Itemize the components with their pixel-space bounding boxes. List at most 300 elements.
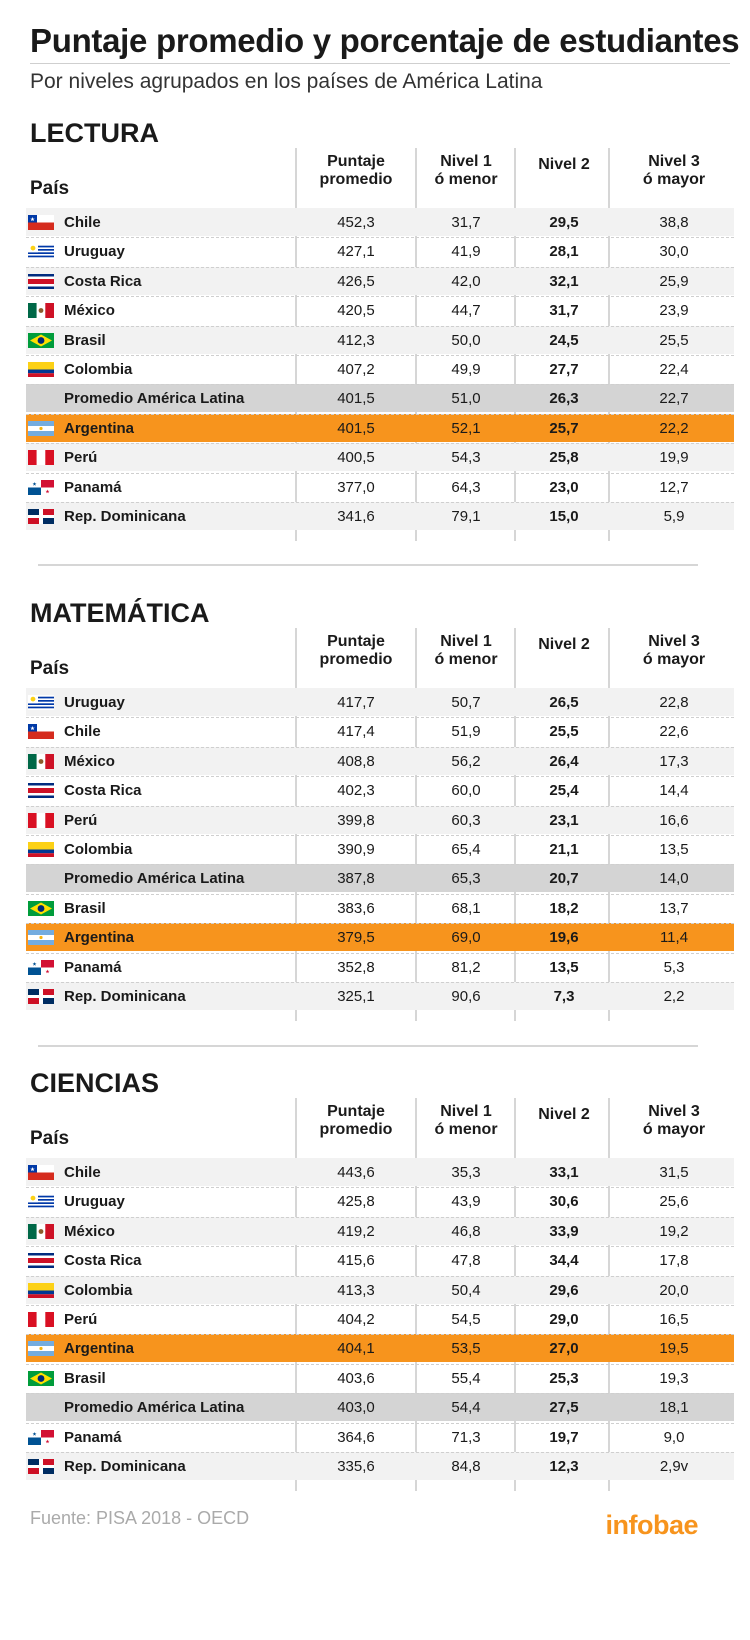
- puntaje-header-line: Puntaje: [327, 633, 385, 650]
- nivel2-header: [518, 156, 610, 174]
- nivel1-value: 50,7: [451, 694, 481, 711]
- country-name: Costa Rica: [64, 782, 142, 799]
- section-divider: [38, 564, 698, 566]
- table-body: [26, 208, 734, 531]
- table-row: [26, 1305, 734, 1333]
- peru-flag-icon: [28, 450, 54, 465]
- nivel1-value: 54,5: [451, 1311, 481, 1328]
- table-row: [26, 1187, 734, 1215]
- puntaje-value: 390,9: [337, 841, 375, 858]
- puntaje-value: 400,5: [337, 449, 375, 466]
- nivel2-value: 33,9: [549, 1223, 579, 1240]
- section-divider: [38, 1045, 698, 1047]
- nivel2-value: 24,5: [549, 332, 579, 349]
- table-body: [26, 1158, 734, 1481]
- puntaje-value: 401,5: [337, 420, 375, 437]
- puntaje-header-line: Puntaje: [327, 153, 385, 170]
- pais-header: País: [30, 658, 70, 679]
- nivel1-header-line: Nivel 1: [440, 1103, 492, 1120]
- mexico-flag-icon: [28, 303, 54, 318]
- country-name: Uruguay: [64, 694, 125, 711]
- nivel1-header-line: ó menor: [434, 171, 498, 188]
- nivel1-value: 41,9: [451, 243, 481, 260]
- table-row: [26, 953, 734, 981]
- argentina-flag-icon: [28, 421, 54, 436]
- nivel2-value: 33,1: [549, 1164, 579, 1181]
- nivel3-value: 14,0: [659, 870, 689, 887]
- brasil-flag-icon: [28, 1371, 54, 1386]
- nivel1-header: [418, 1103, 514, 1139]
- puntaje-value: 402,3: [337, 782, 375, 799]
- uruguay-flag-icon: [28, 695, 54, 710]
- nivel3-header-line: Nivel 3: [648, 633, 700, 650]
- puntaje-value: 335,6: [337, 1458, 375, 1475]
- nivel3-value: 25,6: [659, 1193, 689, 1210]
- table-body: [26, 688, 734, 1011]
- nivel3-value: 19,2: [659, 1223, 689, 1240]
- chile-flag-icon: [28, 724, 54, 739]
- nivel3-value: 13,5: [659, 841, 689, 858]
- puntaje-value: 387,8: [337, 870, 375, 887]
- panama-flag-icon: [28, 960, 54, 975]
- country-name: Rep. Dominicana: [64, 1458, 186, 1475]
- puntaje-value: 420,5: [337, 302, 375, 319]
- nivel1-value: 84,8: [451, 1458, 481, 1475]
- nivel1-value: 69,0: [451, 929, 481, 946]
- nivel2-value: 20,7: [549, 870, 579, 887]
- nivel3-header-line: ó mayor: [642, 171, 706, 188]
- table-row: [26, 326, 734, 354]
- row-separator: [26, 267, 734, 268]
- nivel3-value: 19,5: [659, 1340, 689, 1357]
- nivel1-value: 44,7: [451, 302, 481, 319]
- row-separator: [26, 1187, 734, 1188]
- nivel1-value: 51,0: [451, 390, 481, 407]
- country-name: México: [64, 1223, 115, 1240]
- row-separator: [26, 864, 734, 865]
- pais-header: País: [30, 178, 70, 199]
- row-separator: [26, 1334, 734, 1335]
- nivel2-value: 26,3: [549, 390, 579, 407]
- nivel1-value: 50,0: [451, 332, 481, 349]
- nivel2-value: 13,5: [549, 959, 579, 976]
- nivel3-header: [614, 633, 734, 669]
- nivel2-value: 26,5: [549, 694, 579, 711]
- puntaje-header: [298, 633, 414, 669]
- row-separator: [26, 747, 734, 748]
- nivel2-value: 21,1: [549, 841, 579, 858]
- nivel3-value: 11,4: [659, 929, 689, 946]
- nivel2-value: 19,7: [549, 1429, 579, 1446]
- nivel2-value: 25,8: [549, 449, 579, 466]
- section-title: MATEMÁTICA: [30, 598, 210, 628]
- panama-flag-icon: [28, 480, 54, 495]
- table-row: [26, 1276, 734, 1304]
- puntaje-value: 403,6: [337, 1370, 375, 1387]
- row-separator: [26, 1217, 734, 1218]
- nivel1-value: 54,4: [451, 1399, 481, 1416]
- puntaje-value: 379,5: [337, 929, 375, 946]
- nivel3-value: 22,2: [659, 420, 689, 437]
- nivel2-value: 29,5: [549, 214, 579, 231]
- nivel2-value: 30,6: [549, 1193, 579, 1210]
- nivel2-value: 25,4: [549, 782, 579, 799]
- country-name: Brasil: [64, 332, 106, 349]
- section-lectura: [0, 118, 750, 538]
- row-separator: [26, 894, 734, 895]
- nivel3-header-line: ó mayor: [642, 1121, 706, 1138]
- nivel1-header-line: ó menor: [434, 651, 498, 668]
- table-row: [26, 835, 734, 863]
- table-row: [26, 806, 734, 834]
- table-row: [26, 1393, 734, 1421]
- nivel2-value: 7,3: [553, 988, 575, 1005]
- nivel1-value: 50,4: [451, 1282, 481, 1299]
- dominicana-flag-icon: [28, 509, 54, 524]
- table-row: [26, 717, 734, 745]
- country-name: México: [64, 753, 115, 770]
- row-separator: [26, 237, 734, 238]
- country-name: Promedio América Latina: [64, 390, 245, 407]
- nivel3-value: 5,9: [663, 508, 685, 525]
- puntaje-value: 427,1: [337, 243, 375, 260]
- table-row: [26, 502, 734, 530]
- puntaje-value: 364,6: [337, 1429, 375, 1446]
- nivel2-value: 12,3: [549, 1458, 579, 1475]
- puntaje-value: 325,1: [337, 988, 375, 1005]
- puntaje-value: 399,8: [337, 812, 375, 829]
- table-row: [26, 1423, 734, 1451]
- country-name: México: [64, 302, 115, 319]
- nivel1-value: 47,8: [451, 1252, 481, 1269]
- puntaje-value: 404,1: [337, 1340, 375, 1357]
- table-row: [26, 443, 734, 471]
- table-row: [26, 1217, 734, 1245]
- nivel2-header-line: Nivel 2: [538, 156, 590, 173]
- puntaje-value: 443,6: [337, 1164, 375, 1181]
- nivel1-value: 53,5: [451, 1340, 481, 1357]
- nivel3-value: 9,0: [663, 1429, 685, 1446]
- nivel3-value: 2,2: [663, 988, 685, 1005]
- nivel2-value: 27,5: [549, 1399, 579, 1416]
- title-rule: [30, 63, 730, 64]
- nivel3-value: 22,7: [659, 390, 689, 407]
- nivel2-value: 28,1: [549, 243, 579, 260]
- puntaje-value: 419,2: [337, 1223, 375, 1240]
- row-separator: [26, 835, 734, 836]
- puntaje-value: 413,3: [337, 1282, 375, 1299]
- nivel3-header-line: Nivel 3: [648, 153, 700, 170]
- argentina-flag-icon: [28, 930, 54, 945]
- nivel3-value: 31,5: [659, 1164, 689, 1181]
- nivel2-value: 23,1: [549, 812, 579, 829]
- nivel3-value: 23,9: [659, 302, 689, 319]
- nivel3-header: [614, 153, 734, 189]
- puntaje-value: 377,0: [337, 479, 375, 496]
- table-row: [26, 473, 734, 501]
- table-row: [26, 1364, 734, 1392]
- table-row: [26, 776, 734, 804]
- nivel1-value: 49,9: [451, 361, 481, 378]
- row-separator: [26, 1276, 734, 1277]
- nivel1-value: 42,0: [451, 273, 481, 290]
- nivel2-header-line: Nivel 2: [538, 636, 590, 653]
- nivel1-value: 71,3: [451, 1429, 481, 1446]
- puntaje-value: 383,6: [337, 900, 375, 917]
- pais-header: País: [30, 1128, 70, 1149]
- nivel1-header-line: Nivel 1: [440, 153, 492, 170]
- nivel3-value: 13,7: [659, 900, 689, 917]
- peru-flag-icon: [28, 813, 54, 828]
- table-row: [26, 747, 734, 775]
- dominicana-flag-icon: [28, 1459, 54, 1474]
- puntaje-header: [298, 153, 414, 189]
- row-separator: [26, 326, 734, 327]
- country-name: Colombia: [64, 361, 133, 378]
- nivel1-value: 81,2: [451, 959, 481, 976]
- row-separator: [26, 384, 734, 385]
- row-separator: [26, 806, 734, 807]
- country-name: Chile: [64, 214, 101, 231]
- colombia-flag-icon: [28, 362, 54, 377]
- nivel1-value: 35,3: [451, 1164, 481, 1181]
- nivel3-value: 17,3: [659, 753, 689, 770]
- dominicana-flag-icon: [28, 989, 54, 1004]
- infobae-logo: infobae: [605, 1510, 698, 1540]
- nivel1-value: 60,3: [451, 812, 481, 829]
- table-row: [26, 414, 734, 442]
- table-row: [26, 1246, 734, 1274]
- nivel2-value: 23,0: [549, 479, 579, 496]
- puntaje-value: 401,5: [337, 390, 375, 407]
- nivel3-value: 25,5: [659, 332, 689, 349]
- country-name: Colombia: [64, 841, 133, 858]
- nivel1-header-line: ó menor: [434, 1121, 498, 1138]
- country-name: Perú: [64, 1311, 98, 1328]
- nivel2-header: [518, 1106, 610, 1124]
- nivel1-value: 55,4: [451, 1370, 481, 1387]
- nivel1-header: [418, 633, 514, 669]
- nivel2-value: 25,3: [549, 1370, 579, 1387]
- row-separator: [26, 953, 734, 954]
- nivel3-value: 12,7: [659, 479, 689, 496]
- country-name: Panamá: [64, 479, 122, 496]
- row-separator: [26, 473, 734, 474]
- nivel1-value: 68,1: [451, 900, 481, 917]
- mexico-flag-icon: [28, 754, 54, 769]
- row-separator: [26, 982, 734, 983]
- puntaje-header-line: promedio: [319, 1121, 393, 1138]
- country-name: Chile: [64, 1164, 101, 1181]
- country-name: Costa Rica: [64, 273, 142, 290]
- puntaje-header-line: promedio: [319, 171, 393, 188]
- nivel1-value: 52,1: [451, 420, 481, 437]
- nivel3-value: 16,5: [659, 1311, 689, 1328]
- country-name: Rep. Dominicana: [64, 508, 186, 525]
- puntaje-value: 426,5: [337, 273, 375, 290]
- colombia-flag-icon: [28, 842, 54, 857]
- puntaje-value: 417,7: [337, 694, 375, 711]
- nivel1-value: 43,9: [451, 1193, 481, 1210]
- nivel3-value: 14,4: [659, 782, 689, 799]
- row-separator: [26, 776, 734, 777]
- puntaje-value: 412,3: [337, 332, 375, 349]
- puntaje-value: 415,6: [337, 1252, 375, 1269]
- nivel3-value: 5,3: [663, 959, 685, 976]
- country-name: Colombia: [64, 1282, 133, 1299]
- colombia-flag-icon: [28, 1283, 54, 1298]
- puntaje-value: 404,2: [337, 1311, 375, 1328]
- puntaje-value: 408,8: [337, 753, 375, 770]
- peru-flag-icon: [28, 1312, 54, 1327]
- nivel3-value: 17,8: [659, 1252, 689, 1269]
- table-row: [26, 267, 734, 295]
- page-subtitle: Por niveles agrupados en los países de América Latina: [30, 70, 543, 93]
- table-row: [26, 982, 734, 1010]
- nivel1-value: 54,3: [451, 449, 481, 466]
- nivel2-value: 34,4: [549, 1252, 579, 1269]
- chile-flag-icon: [28, 215, 54, 230]
- nivel2-value: 29,6: [549, 1282, 579, 1299]
- nivel3-value: 25,9: [659, 273, 689, 290]
- nivel3-value: 18,1: [659, 1399, 689, 1416]
- nivel2-value: 29,0: [549, 1311, 579, 1328]
- nivel3-header-line: Nivel 3: [648, 1103, 700, 1120]
- nivel3-value: 22,6: [659, 723, 689, 740]
- nivel3-value: 30,0: [659, 243, 689, 260]
- country-name: Brasil: [64, 900, 106, 917]
- nivel1-value: 56,2: [451, 753, 481, 770]
- country-name: Uruguay: [64, 1193, 125, 1210]
- nivel3-value: 20,0: [659, 1282, 689, 1299]
- row-separator: [26, 355, 734, 356]
- row-separator: [26, 502, 734, 503]
- country-name: Argentina: [64, 420, 135, 437]
- costa-rica-flag-icon: [28, 783, 54, 798]
- row-separator: [26, 414, 734, 415]
- page-title: Puntaje promedio y porcentaje de estudiantes: [30, 22, 740, 59]
- table-row: [26, 688, 734, 716]
- nivel1-header: [418, 153, 514, 189]
- nivel3-value: 22,4: [659, 361, 689, 378]
- row-separator: [26, 1364, 734, 1365]
- country-name: Panamá: [64, 1429, 122, 1446]
- puntaje-value: 341,6: [337, 508, 375, 525]
- puntaje-header-line: Puntaje: [327, 1103, 385, 1120]
- table-row: [26, 1158, 734, 1186]
- table-row: [26, 1334, 734, 1362]
- country-name: Costa Rica: [64, 1252, 142, 1269]
- nivel3-value: 19,9: [659, 449, 689, 466]
- country-name: Rep. Dominicana: [64, 988, 186, 1005]
- mexico-flag-icon: [28, 1224, 54, 1239]
- nivel1-value: 90,6: [451, 988, 481, 1005]
- table-row: [26, 384, 734, 412]
- country-name: Panamá: [64, 959, 122, 976]
- nivel2-value: 32,1: [549, 273, 579, 290]
- nivel2-value: 18,2: [549, 900, 579, 917]
- nivel1-value: 64,3: [451, 479, 481, 496]
- brasil-flag-icon: [28, 333, 54, 348]
- nivel2-value: 26,4: [549, 753, 579, 770]
- nivel1-value: 79,1: [451, 508, 481, 525]
- row-separator: [26, 1305, 734, 1306]
- puntaje-value: 407,2: [337, 361, 375, 378]
- table-row: [26, 894, 734, 922]
- nivel1-value: 46,8: [451, 1223, 481, 1240]
- country-name: Perú: [64, 449, 98, 466]
- row-separator: [26, 296, 734, 297]
- row-separator: [26, 1423, 734, 1424]
- nivel2-value: 19,6: [549, 929, 579, 946]
- nivel1-value: 60,0: [451, 782, 481, 799]
- nivel3-value: 16,6: [659, 812, 689, 829]
- nivel2-value: 27,7: [549, 361, 579, 378]
- puntaje-value: 452,3: [337, 214, 375, 231]
- chile-flag-icon: [28, 1165, 54, 1180]
- puntaje-header-line: promedio: [319, 651, 393, 668]
- row-separator: [26, 923, 734, 924]
- table-row: [26, 355, 734, 383]
- nivel3-value: 38,8: [659, 214, 689, 231]
- section-matemática: [0, 598, 750, 1018]
- nivel2-value: 27,0: [549, 1340, 579, 1357]
- row-separator: [26, 1246, 734, 1247]
- country-name: Chile: [64, 723, 101, 740]
- nivel2-header: [518, 636, 610, 654]
- table-row: [26, 296, 734, 324]
- country-name: Argentina: [64, 929, 135, 946]
- puntaje-header: [298, 1103, 414, 1139]
- country-name: Perú: [64, 812, 98, 829]
- uruguay-flag-icon: [28, 1194, 54, 1209]
- row-separator: [26, 443, 734, 444]
- costa-rica-flag-icon: [28, 274, 54, 289]
- costa-rica-flag-icon: [28, 1253, 54, 1268]
- row-separator: [26, 1393, 734, 1394]
- source-note: Fuente: PISA 2018 - OECD: [30, 1508, 250, 1528]
- country-name: Promedio América Latina: [64, 1399, 245, 1416]
- country-name: Promedio América Latina: [64, 870, 245, 887]
- nivel2-value: 25,7: [549, 420, 579, 437]
- nivel2-value: 15,0: [549, 508, 579, 525]
- argentina-flag-icon: [28, 1341, 54, 1356]
- table-row: [26, 1452, 734, 1480]
- nivel3-header: [614, 1103, 734, 1139]
- nivel2-value: 31,7: [549, 302, 579, 319]
- country-name: Uruguay: [64, 243, 125, 260]
- table-row: [26, 864, 734, 892]
- uruguay-flag-icon: [28, 244, 54, 259]
- puntaje-value: 425,8: [337, 1193, 375, 1210]
- section-title: LECTURA: [30, 118, 159, 148]
- row-separator: [26, 717, 734, 718]
- nivel1-header-line: Nivel 1: [440, 633, 492, 650]
- section-title: CIENCIAS: [30, 1068, 160, 1098]
- nivel1-value: 51,9: [451, 723, 481, 740]
- panama-flag-icon: [28, 1430, 54, 1445]
- table-row: [26, 923, 734, 951]
- nivel1-value: 65,3: [451, 870, 481, 887]
- nivel3-value: 22,8: [659, 694, 689, 711]
- table-row: [26, 208, 734, 236]
- nivel2-header-line: Nivel 2: [538, 1106, 590, 1123]
- nivel1-value: 65,4: [451, 841, 481, 858]
- country-name: Brasil: [64, 1370, 106, 1387]
- country-name: Argentina: [64, 1340, 135, 1357]
- section-ciencias: [0, 1068, 750, 1488]
- puntaje-value: 417,4: [337, 723, 375, 740]
